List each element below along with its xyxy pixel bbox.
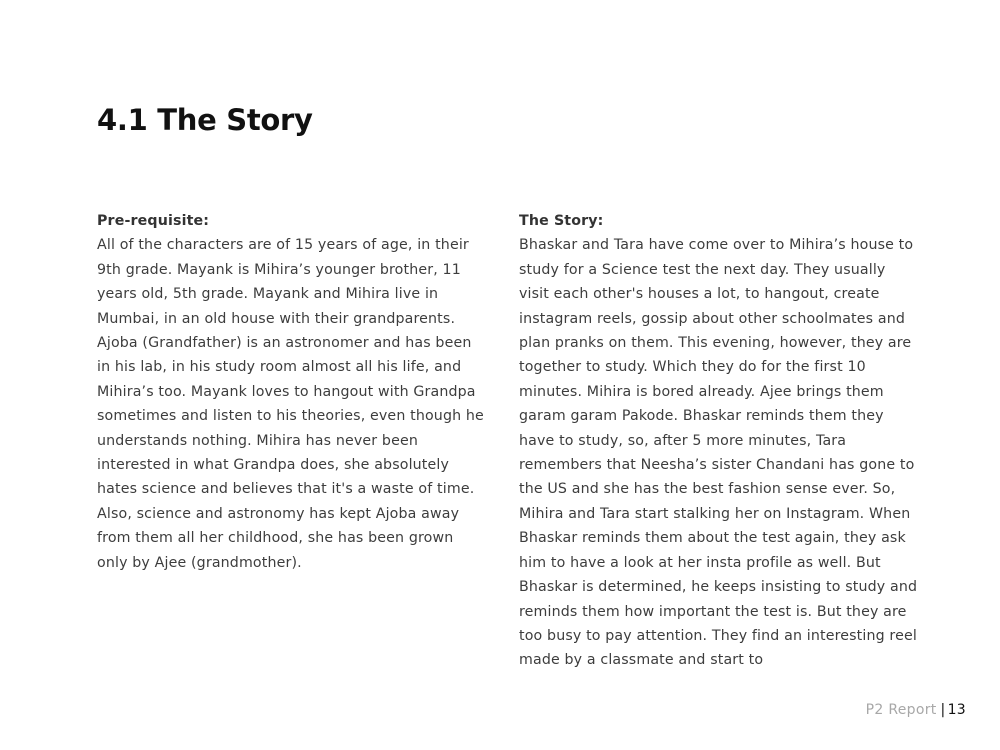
page-footer <box>866 700 966 720</box>
story-section <box>519 209 919 673</box>
page-number: 13 <box>947 702 966 718</box>
report-label: P2 Report <box>865 702 937 718</box>
prerequisite-text: All of the characters are of 15 years of age, in their 9th grade. Mayank is Mihira’s younger brother, 11 years old, 5th grade. Mayank and Mihira live in Mumbai, in an old house with their grandparents. Ajoba (Grandfather) is an astronomer and has been in his lab, in his study room almost all his life, and Mihira’s too. Mayank loves to hangout with Grandpa sometimes and listen to his theories, even though he understands nothing. Mihira has never been interested in what Grandpa does, she absolutely hates science and believes that it's a waste of time. Also, science and astronomy has kept Ajoba away from them all her childhood, she has been grown only by Ajee (grandmother). <box>97 237 484 571</box>
prerequisite-section <box>97 209 487 575</box>
story-text: Bhaskar and Tara have come over to Mihira’s house to study for a Science test the next day. They usually visit each other's houses a lot, to hangout, create instagram reels, gossip about other schoolmates and plan pranks on them. This evening, however, they are together to study. Which they do for the first 10 minutes. Mihira is bored already. Ajee brings them garam garam Pakode. Bhaskar reminds them they have to study, so, after 5 more minutes, Tara remembers that Neesha’s sister Chandani has gone to the US and she has the best fashion sense ever. So, Mihira and Tara start stalking her on Instagram. When Bhaskar reminds them about the test again, they ask him to have a look at her insta profile as well. But Bhaskar is determined, he keeps insisting to study and reminds them how important the test is. But they are too busy to pay attention. They find an interesting reel made by a classmate and start to <box>519 237 918 669</box>
story-heading: The Story: <box>519 213 604 229</box>
footer-separator: | <box>940 702 946 718</box>
page-title: 4.1 The Story <box>97 103 313 137</box>
prerequisite-heading: Pre-requisite: <box>97 213 210 229</box>
